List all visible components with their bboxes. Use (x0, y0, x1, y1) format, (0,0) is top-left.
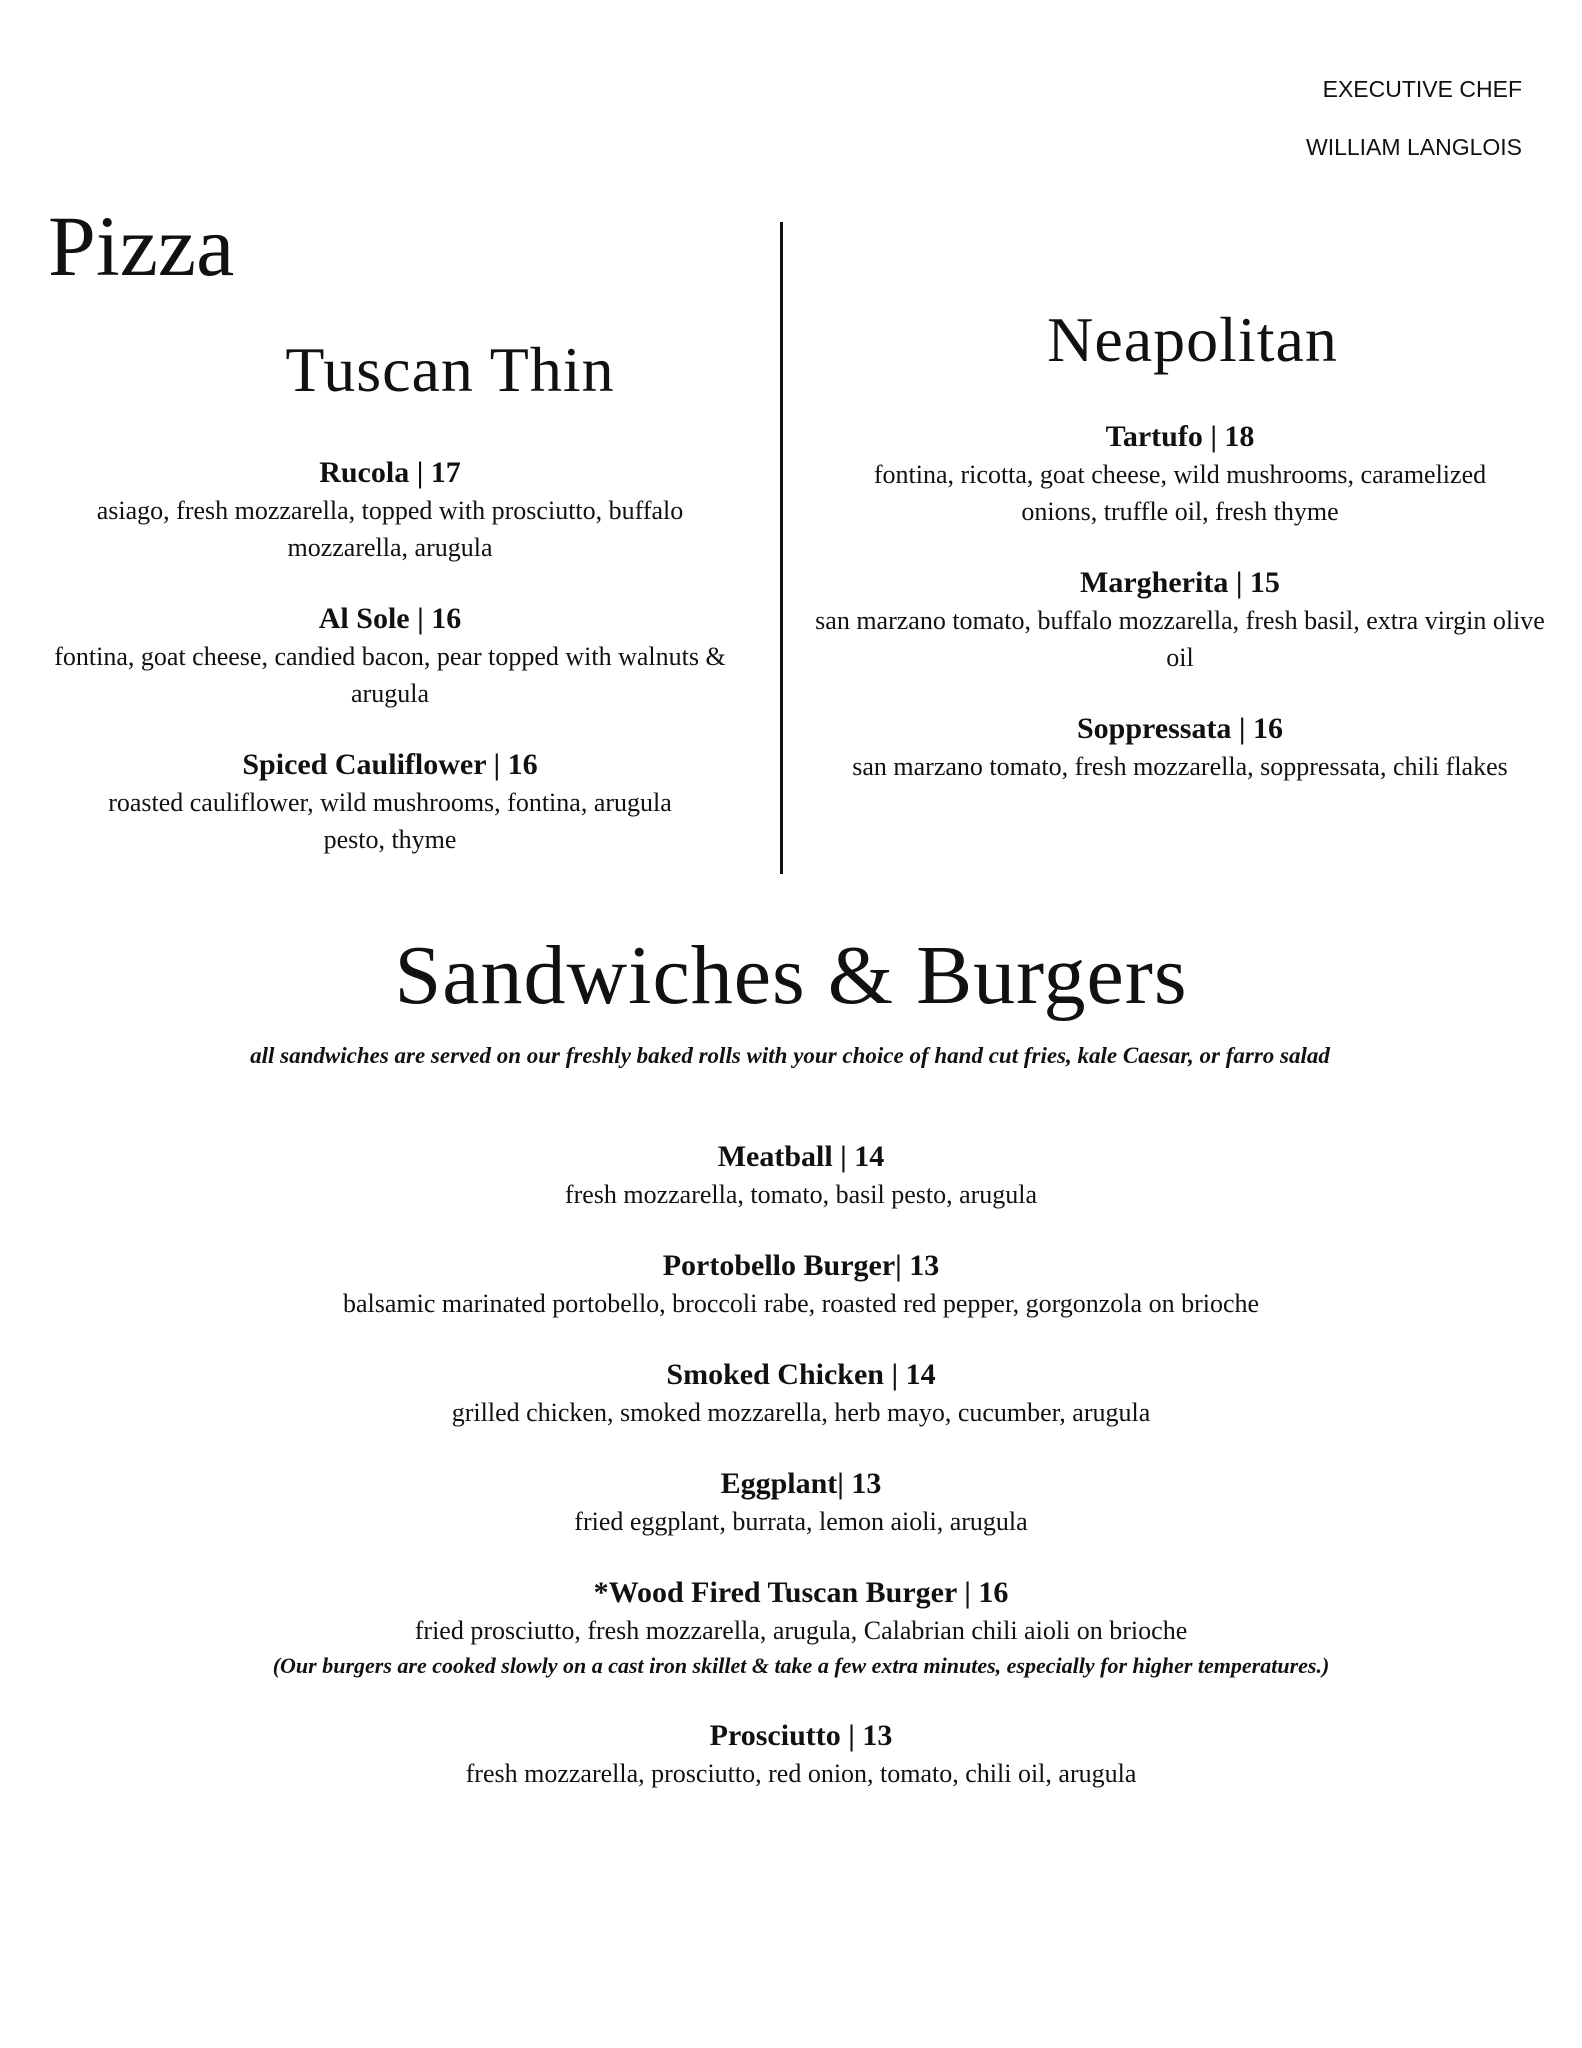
item-name: Smoked Chicken | 14 (666, 1358, 936, 1391)
menu-item-meatball (60, 1138, 1542, 1213)
sandwiches-subtitle: all sandwiches are served on our freshly baked rolls with your choice of hand cut fries, kale Caesar, or farro salad (250, 1043, 1330, 1068)
menu-item-margherita (810, 564, 1550, 676)
menu-item-smoked-chicken (60, 1356, 1542, 1431)
menu-item-soppressata (810, 710, 1550, 785)
item-name: Tartufo | 18 (1105, 420, 1255, 453)
column-divider (780, 222, 783, 874)
item-name: Margherita | 15 (1080, 566, 1280, 599)
item-name: Soppressata | 16 (1076, 712, 1284, 745)
item-description: san marzano tomato, buffalo mozzarella, fresh basil, extra virgin olive oil (815, 606, 1545, 672)
burger-cooking-note: (Our burgers are cooked slowly on a cast iron skillet & take a few extra minutes, especially for higher temperatures.) (272, 1653, 1330, 1678)
menu-item-rucola (30, 454, 750, 566)
chef-credit (1306, 60, 1522, 176)
tuscan-thin-title: Tuscan Thin (285, 334, 615, 405)
sandwiches-list (60, 1138, 1542, 1826)
item-description: asiago, fresh mozzarella, topped with prosciutto, buffalo mozzarella, arugula (96, 496, 684, 562)
item-name: Portobello Burger| 13 (662, 1249, 940, 1282)
item-description: fontina, ricotta, goat cheese, wild mushrooms, caramelized onions, truffle oil, fresh thyme (873, 460, 1487, 526)
menu-item-eggplant (60, 1465, 1542, 1540)
neapolitan-title: Neapolitan (1047, 304, 1338, 375)
sandwiches-section-title: Sandwiches & Burgers (394, 929, 1188, 1022)
item-description: fresh mozzarella, prosciutto, red onion, tomato, chili oil, arugula (465, 1759, 1137, 1788)
item-description: san marzano tomato, fresh mozzarella, soppressata, chili flakes (852, 752, 1508, 781)
item-description: grilled chicken, smoked mozzarella, herb mayo, cucumber, arugula (451, 1398, 1151, 1427)
item-name: Eggplant| 13 (720, 1467, 882, 1500)
item-name: Meatball | 14 (717, 1140, 885, 1173)
tuscan-thin-column (30, 330, 750, 892)
item-description: roasted cauliflower, wild mushrooms, fontina, arugula pesto, thyme (108, 788, 672, 854)
item-name: Prosciutto | 13 (709, 1719, 893, 1752)
menu-item-wood-fired-tuscan-burger (60, 1574, 1542, 1683)
item-name: *Wood Fired Tuscan Burger | 16 (593, 1576, 1009, 1609)
chef-name: WILLIAM LANGLOIS (1305, 134, 1522, 160)
item-name: Spiced Cauliflower | 16 (242, 748, 538, 781)
menu-item-tartufo (810, 418, 1550, 530)
item-description: fresh mozzarella, tomato, basil pesto, arugula (564, 1180, 1038, 1209)
item-description: balsamic marinated portobello, broccoli rabe, roasted red pepper, gorgonzola on brioche (342, 1289, 1260, 1318)
menu-item-spiced-cauliflower (30, 746, 750, 858)
item-name: Al Sole | 16 (318, 602, 462, 635)
menu-item-portobello-burger (60, 1247, 1542, 1322)
menu-item-prosciutto (60, 1717, 1542, 1792)
item-description: fried eggplant, burrata, lemon aioli, arugula (574, 1507, 1028, 1536)
menu-item-al-sole (30, 600, 750, 712)
item-description: fried prosciutto, fresh mozzarella, arugula, Calabrian chili aioli on brioche (414, 1616, 1188, 1645)
item-description: fontina, goat cheese, candied bacon, pear topped with walnuts & arugula (54, 642, 726, 708)
pizza-section-title: Pizza (48, 198, 235, 294)
chef-title: EXECUTIVE CHEF (1322, 76, 1522, 102)
item-name: Rucola | 17 (319, 456, 461, 489)
neapolitan-column (810, 300, 1550, 819)
